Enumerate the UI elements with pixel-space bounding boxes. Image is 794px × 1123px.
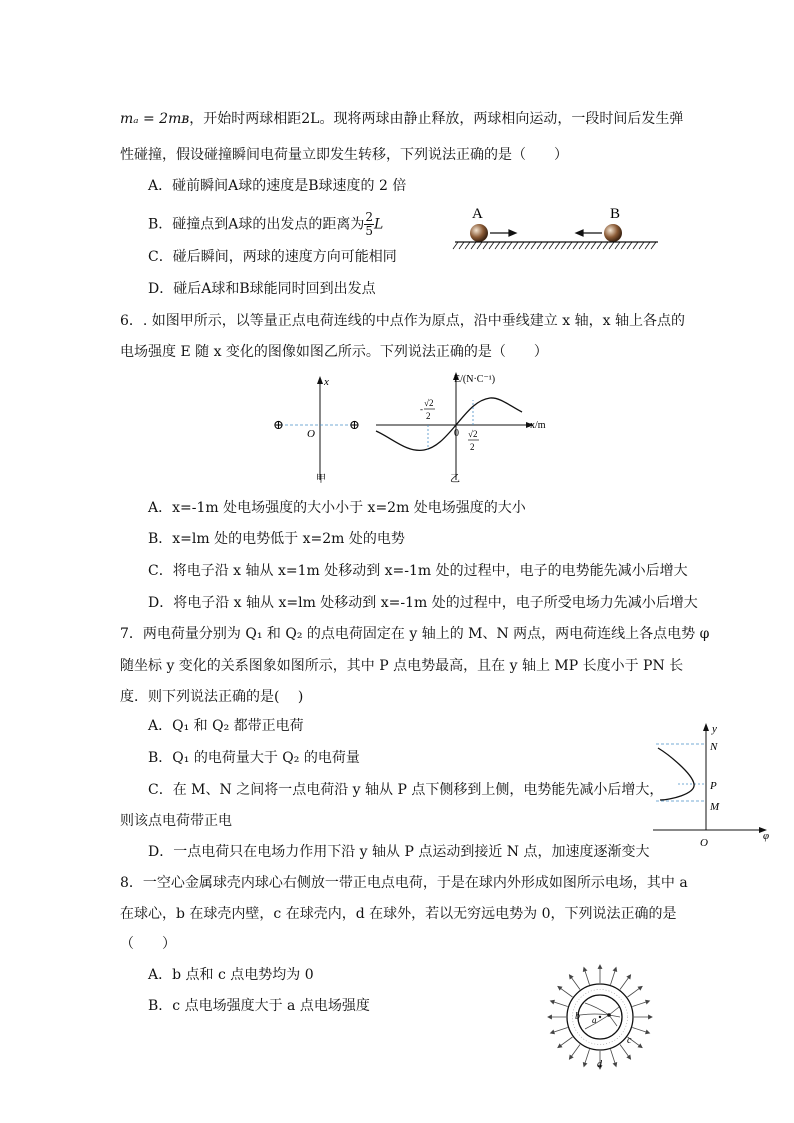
ground-hatch-stroke <box>609 242 614 249</box>
q5-line1-text: ，开始时两球相距2L。现将两球由静止释放，两球相向运动，一段时间后发生弹 <box>189 111 684 127</box>
ball-b-label: B <box>610 206 621 222</box>
q6-option-b: B．x=lm 处的电势低于 x=2m 处的电势 <box>148 531 405 547</box>
field-arrow-icon <box>646 1030 650 1033</box>
field-arrow-icon <box>548 1015 552 1019</box>
yi-neg-denominator: 2 <box>426 411 431 421</box>
q8-line3: （ ） <box>120 936 176 952</box>
q8-option-b: B．c 点电场强度大于 a 点电场强度 <box>148 998 370 1014</box>
q5-mass-relation: mₐ = 2mʙ <box>120 111 190 127</box>
field-arrow-icon <box>551 1030 555 1033</box>
jia-axis-arrow-icon <box>317 376 323 384</box>
ground-hatch-stroke <box>633 242 638 249</box>
q6-line1: 6．. 如图甲所示，以等量正点电荷连线的中点作为原点，沿中垂线建立 x 轴，x 轴上各点的 <box>120 313 685 329</box>
q8-point-a <box>599 1016 601 1018</box>
ground-hatch-stroke <box>555 242 560 249</box>
yi-neg-numerator: √2 <box>424 398 434 408</box>
ground-hatch-stroke <box>639 242 644 249</box>
ground-hatch-stroke <box>621 242 626 249</box>
yi-origin-label: 0 <box>454 428 459 439</box>
q7-option-a: A．Q₁ 和 Q₂ 都带正电荷 <box>148 718 304 734</box>
q5-line1 <box>120 110 683 128</box>
yi-pos-denominator: 2 <box>470 442 475 452</box>
q5-figure-balls <box>450 200 665 255</box>
ground-hatch-stroke <box>591 242 596 249</box>
field-arrow-icon <box>638 1044 642 1048</box>
q7-potential-curve <box>658 748 694 800</box>
field-arrow-icon <box>646 1000 650 1003</box>
ground-hatch-stroke <box>471 242 476 249</box>
q5-option-d: D．碰后A球和B球能同时回到出发点 <box>148 281 376 297</box>
ground-hatch-stroke <box>573 242 578 249</box>
yi-field-curve <box>376 398 522 450</box>
ground-hatch <box>453 242 656 249</box>
ground-hatch-stroke <box>603 242 608 249</box>
yi-caption: 乙 <box>450 474 460 485</box>
ground-hatch-stroke <box>651 242 656 249</box>
q7-line1: 7．两电荷量分别为 Q₁ 和 Q₂ 的点电荷固定在 y 轴上的 M、N 两点，两电荷连线上各点电势 φ <box>120 626 710 642</box>
q5-line2: 性碰撞，假设碰撞瞬间电荷量立即发生转移，下列说法正确的是（ ） <box>120 147 568 163</box>
yi-x-axis-label: x/m <box>530 420 546 431</box>
q8-label-c: c <box>627 1035 632 1046</box>
ground-hatch-stroke <box>459 242 464 249</box>
q8-label-d: d <box>597 1059 602 1070</box>
ground-hatch-stroke <box>465 242 470 249</box>
q5-fraction: $\frac{2}{5}$ <box>365 210 374 238</box>
q6-option-d: D．将电子沿 x 轴从 x=lm 处移动到 x=-1m 处的过程中，电子所受电场力先减小后增大 <box>148 595 698 611</box>
q7-y-arrow-icon <box>703 723 709 731</box>
field-arrow-icon <box>558 1044 562 1048</box>
q6-figure-jia <box>265 370 365 485</box>
ground-hatch-stroke <box>501 242 506 249</box>
ground-hatch-stroke <box>585 242 590 249</box>
ground-hatch-stroke <box>519 242 524 249</box>
ground-hatch-stroke <box>579 242 584 249</box>
field-arrow-icon <box>551 1000 555 1003</box>
q7-phi-label: φ <box>763 830 770 842</box>
field-arrow-icon <box>613 968 616 972</box>
field-arrow-icon <box>558 986 562 990</box>
field-arrow-icon <box>583 1063 586 1067</box>
q6-option-c: C．将电子沿 x 轴从 x=1m 处移动到 x=-1m 处的过程中，电子的电势能先减小后增大 <box>148 563 688 579</box>
yi-e-axis-label: E/(N·C⁻¹) <box>454 374 496 385</box>
q7-option-c-line1: C．在 M、N 之间将一点电荷沿 y 轴从 P 点下侧移到上侧，电势能先减小后增大， <box>148 782 664 798</box>
field-arrow-icon <box>627 975 631 979</box>
q7-n-label: N <box>710 741 718 753</box>
field-arrow-icon <box>638 986 642 990</box>
jia-origin-label: O <box>307 428 315 440</box>
ground-hatch-stroke <box>597 242 602 249</box>
q7-p-label: P <box>710 780 717 792</box>
yi-pos-numerator: √2 <box>468 429 478 439</box>
ground-hatch-stroke <box>483 242 488 249</box>
ground-hatch-stroke <box>489 242 494 249</box>
arrow-left-icon <box>576 230 602 236</box>
q7-origin-label: O <box>700 837 708 849</box>
ground-hatch-stroke <box>525 242 530 249</box>
ground-hatch-stroke <box>567 242 572 249</box>
ground-hatch-stroke <box>453 242 458 249</box>
q8-label-b: b <box>575 1011 580 1022</box>
ground-hatch-stroke <box>537 242 542 249</box>
q7-line2: 随坐标 y 变化的关系图象如图所示，其中 P 点电势最高，且在 y 轴上 MP 长度小于 PN 长 <box>120 658 684 674</box>
ground-hatch-stroke <box>645 242 650 249</box>
q5-option-c: C．碰后瞬间，两球的速度方向可能相同 <box>148 249 397 265</box>
ground-hatch-stroke <box>495 242 500 249</box>
q7-option-c-line2: 则该点电荷带正电 <box>120 813 232 829</box>
q5-option-b: B．碰撞点到A球的出发点的距离为 $\frac{2}{5}$ L <box>148 210 384 238</box>
arrow-right-icon <box>490 230 516 236</box>
field-arrow-icon <box>569 975 573 979</box>
field-arrow-icon <box>613 1063 616 1067</box>
ground-hatch-stroke <box>549 242 554 249</box>
ground-hatch-stroke <box>543 242 548 249</box>
q8-point-charge <box>607 1013 611 1017</box>
q7-y-label: y <box>712 723 717 735</box>
q8-line2: 在球心，b 在球壳内壁，c 在球壳内，d 在球外，若以无穷远电势为 0，下列说法正确的是 <box>120 906 677 922</box>
q7-m-label: M <box>710 801 720 813</box>
q5-option-a: A．碰前瞬间A球的速度是B球速度的 2 倍 <box>148 178 407 194</box>
q8-line1: 8．一空心金属球壳内球心右侧放一带正电点电荷，于是在球内外形成如图所示电场，其中 a <box>120 875 688 891</box>
field-arrow-icon <box>598 965 602 969</box>
ball-b <box>604 224 622 242</box>
q8-figure-shell <box>535 955 665 1070</box>
ground-hatch-stroke <box>561 242 566 249</box>
field-arrow-icon <box>649 1015 653 1019</box>
q7-option-b: B．Q₁ 的电荷量大于 Q₂ 的电荷量 <box>148 750 360 766</box>
q8-option-a: A．b 点和 c 点电势均为 0 <box>148 967 314 983</box>
jia-caption: 甲 <box>316 474 326 485</box>
field-arrow-icon <box>583 968 586 972</box>
field-arrow-icon <box>627 1055 631 1059</box>
ground-hatch-stroke <box>477 242 482 249</box>
ground-hatch-stroke <box>531 242 536 249</box>
yi-neg-sign: - <box>420 404 423 414</box>
jia-positive-charge-right: ⊕ <box>349 417 360 432</box>
ground-hatch-stroke <box>513 242 518 249</box>
ball-a-label: A <box>472 206 483 222</box>
ground-hatch-stroke <box>507 242 512 249</box>
q6-figure-yi <box>372 368 557 486</box>
q7-figure-potential <box>648 718 776 850</box>
jia-positive-charge-left: ⊕ <box>273 417 284 432</box>
q6-option-a: A．x=-1m 处电场强度的大小小于 x=2m 处电场强度的大小 <box>148 500 526 516</box>
ground-hatch-stroke <box>627 242 632 249</box>
q6-line2: 电场强度 E 随 x 变化的图像如图乙所示。下列说法正确的是（ ） <box>120 344 548 360</box>
q7-option-d: D．一点电荷只在电场力作用下沿 y 轴从 P 点运动到接近 N 点，加速度逐渐变大 <box>148 844 650 860</box>
jia-axis-label: x <box>324 376 329 388</box>
ball-a <box>470 224 488 242</box>
q8-label-a: a <box>592 1015 597 1025</box>
q7-line3: 度．则下列说法正确的是( ) <box>120 689 304 705</box>
field-arrow-icon <box>569 1055 573 1059</box>
ground-hatch-stroke <box>615 242 620 249</box>
